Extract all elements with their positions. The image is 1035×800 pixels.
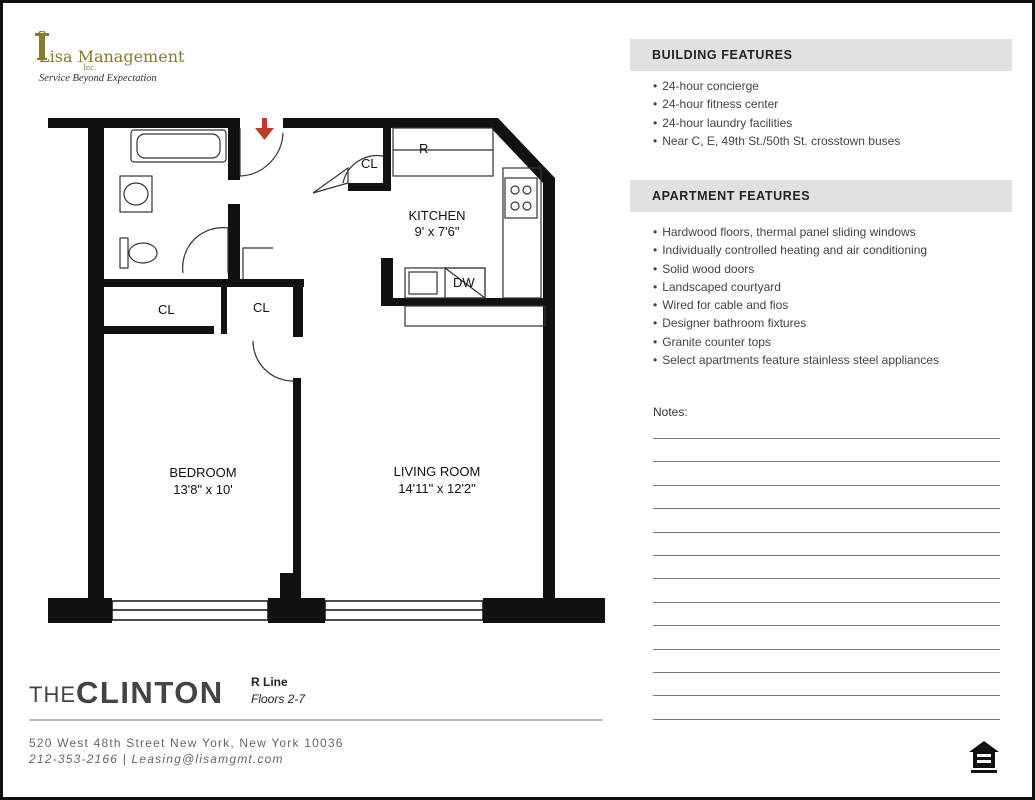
list-item: • Wired for cable and fios [653,296,939,314]
list-item: • 24-hour concierge [653,77,900,95]
hall-closet-label: CL [158,302,175,317]
notes-line[interactable] [653,555,1000,578]
notes-line[interactable] [653,461,1000,484]
list-item: • 24-hour laundry facilities [653,114,900,132]
equal-housing-opportunity-icon [967,739,1001,775]
notes-line[interactable] [653,508,1000,531]
floors-range: Floors 2-7 [251,692,306,706]
notes-line[interactable] [653,695,1000,718]
bedroom-size: 13'8" x 10' [173,482,233,497]
dishwasher-label: DW [453,275,475,290]
list-item: • Solid wood doors [653,260,939,278]
logo-name: Lisa Management [39,47,185,66]
bathroom-fixtures [120,130,226,268]
kitchen-size: 9' x 7'6" [414,224,460,239]
notes-label: Notes: [653,405,688,419]
living-room-size: 14'11" x 12'2" [398,481,476,496]
list-item: • Granite counter tops [653,333,939,351]
notes-lines[interactable] [653,438,1000,742]
company-logo [33,31,203,87]
list-item: • Hardwood floors, thermal panel sliding windows [653,223,939,241]
notes-line[interactable] [653,485,1000,508]
building-features-header [630,39,1012,71]
notes-line[interactable] [653,602,1000,625]
notes-line[interactable] [653,532,1000,555]
contact-info: 212-353-2166 | Leasing@lisamgmt.com [29,752,284,766]
floor-plan [43,108,613,633]
building-features-list [653,77,900,150]
notes-line[interactable] [653,719,1000,742]
kitchen-name: KITCHEN [408,208,466,223]
bedroom-closet-label: CL [253,300,270,315]
notes-line[interactable] [653,672,1000,695]
list-item: • 24-hour fitness center [653,95,900,113]
building-features-title: BUILDING FEATURES [652,48,793,62]
notes-line[interactable] [653,578,1000,601]
kitchen-closet-label: CL [361,156,378,171]
logo-tagline: Service Beyond Expectation [39,73,157,84]
divider [29,719,603,721]
line-info [251,675,305,706]
list-item: • Individually controlled heating and air conditioning [653,241,939,259]
apartment-features-title: APARTMENT FEATURES [652,189,811,203]
living-room-name: LIVING ROOM [393,464,481,479]
notes-line[interactable] [653,438,1000,461]
bedroom-name: BEDROOM [169,465,237,480]
list-item: • Select apartments feature stainless steel appliances [653,351,939,369]
logo-suffix: Inc. [83,64,97,72]
walls [48,118,605,623]
apartment-features-list [653,223,939,369]
notes-line[interactable] [653,649,1000,672]
list-item: • Near C, E, 49th St./50th St. crosstown buses [653,132,900,150]
entry-arrow-icon [255,118,274,140]
refrigerator-label: R [419,141,429,156]
building-name: CLINTON [76,675,224,710]
building-prefix: THE [29,682,76,707]
list-item: • Designer bathroom fixtures [653,314,939,332]
list-item: • Landscaped courtyard [653,278,939,296]
building-address: 520 West 48th Street New York, New York 10036 [29,736,344,750]
apartment-features-header [630,180,1012,212]
door-swings [183,128,383,381]
unit-line: R Line [251,675,288,689]
notes-line[interactable] [653,625,1000,648]
